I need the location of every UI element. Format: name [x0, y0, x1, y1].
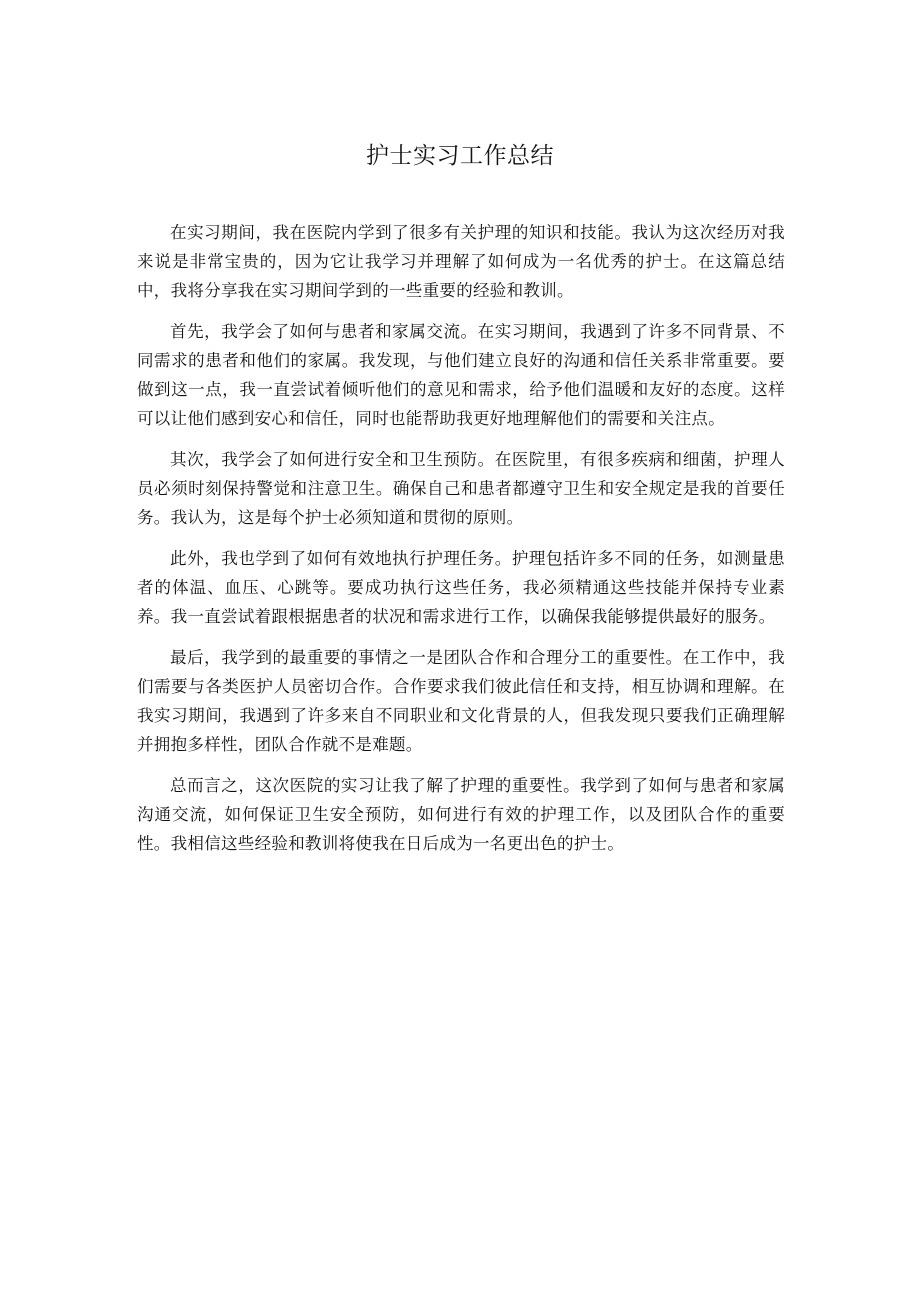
paragraph-hygiene: 其次，我学会了如何进行安全和卫生预防。在医院里，有很多疾病和细菌，护理人员必须时刻保持警觉和注意卫生。确保自己和患者都遵守卫生和安全规定是我的首要任务。我认为，这是每个护士必须知道和贯彻的原则。 — [137, 450, 785, 527]
document-body — [137, 218, 785, 870]
paragraph-nursing-tasks: 此外，我也学到了如何有效地执行护理任务。护理包括许多不同的任务，如测量患者的体温、血压、心跳等。要成功执行这些任务，我必须精通这些技能并保持专业素养。我一直尝试着跟根据患者的状况和需求进行工作，以确保我能够提供最好的服务。 — [137, 549, 785, 626]
paragraph-teamwork: 最后，我学到的最重要的事情之一是团队合作和合理分工的重要性。在工作中，我们需要与各类医护人员密切合作。合作要求我们彼此信任和支持，相互协调和理解。在我实习期间，我遇到了许多来自不同职业和文化背景的人，但我发现只要我们正确理解并拥抱多样性，团队合作就不是难题。 — [137, 648, 785, 754]
paragraph-conclusion: 总而言之，这次医院的实习让我了解了护理的重要性。我学到了如何与患者和家属沟通交流，如何保证卫生安全预防，如何进行有效的护理工作，以及团队合作的重要性。我相信这些经验和教训将使我在日后成为一名更出色的护士。 — [137, 776, 785, 853]
document-title: 护士实习工作总结 — [366, 143, 554, 169]
paragraph-communication: 首先，我学会了如何与患者和家属交流。在实习期间，我遇到了许多不同背景、不同需求的患者和他们的家属。我发现，与他们建立良好的沟通和信任关系非常重要。要做到这一点，我一直尝试着倾听他们的意见和需求，给予他们温暖和友好的态度。这样可以让他们感到安心和信任，同时也能帮助我更好地理解他们的需要和关注点。 — [137, 322, 785, 428]
paragraph-intro: 在实习期间，我在医院内学到了很多有关护理的知识和技能。我认为这次经历对我来说是非常宝贵的，因为它让我学习并理解了如何成为一名优秀的护士。在这篇总结中，我将分享我在实习期间学到的一些重要的经验和教训。 — [137, 223, 785, 300]
